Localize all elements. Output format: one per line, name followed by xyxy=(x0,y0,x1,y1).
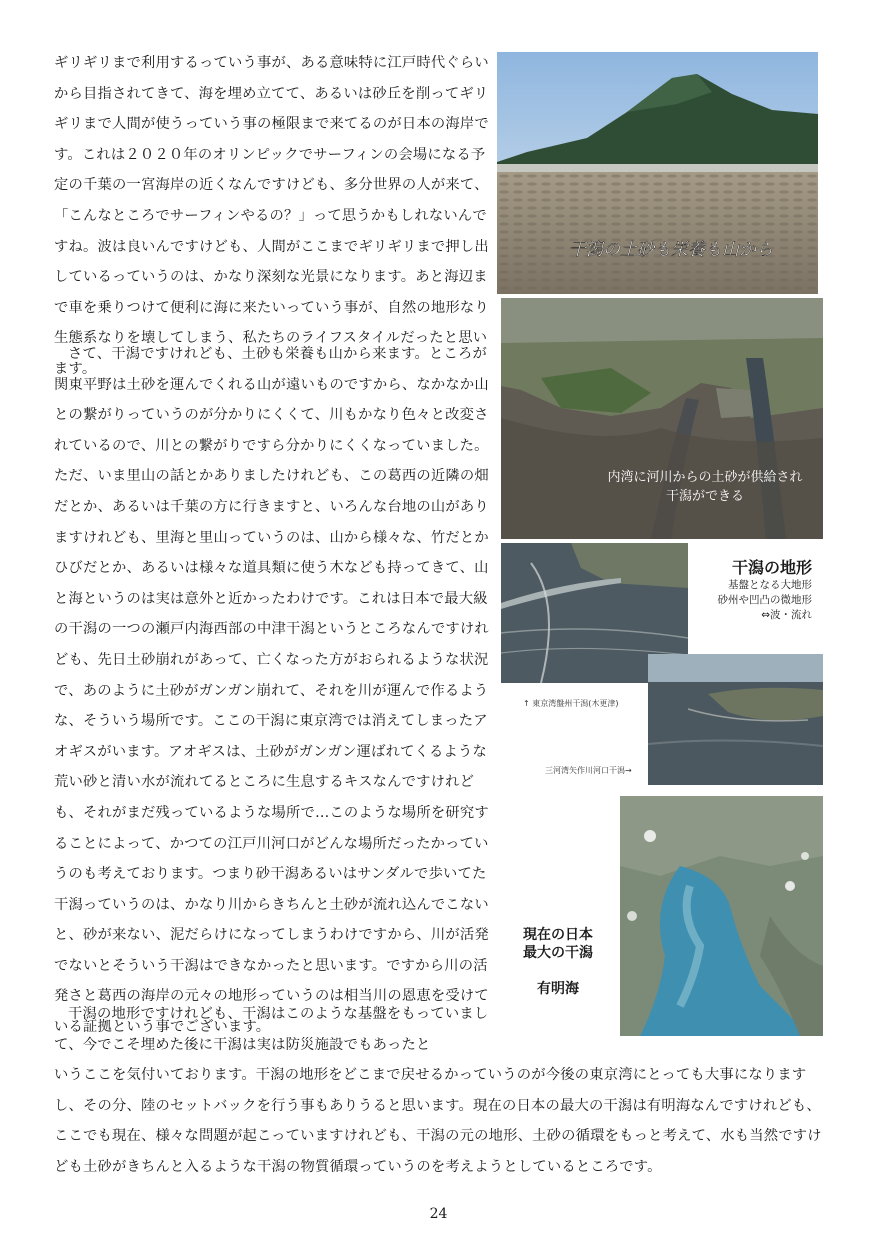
photo-mountain-tidal-flat xyxy=(497,52,818,294)
photo2-caption-line1: 内湾に河川からの土砂が供給され xyxy=(607,470,803,485)
label-yahagi: 三河湾矢作川河口干潟→ xyxy=(545,766,632,775)
photo-ariake-satellite-image xyxy=(620,796,823,1036)
photo-yahagi-river-mouth xyxy=(648,654,823,785)
ariake-caption xyxy=(508,926,608,998)
topography-title: 干潟の地形 xyxy=(731,558,812,577)
topography-line-3: ⇔波・流れ xyxy=(761,609,812,621)
ariake-caption-line-1: 現在の日本 xyxy=(523,927,593,943)
ariake-caption-line-2: 最大の干潟 xyxy=(523,945,593,961)
photo-aerial-inner-bay xyxy=(501,298,823,539)
photo-yahagi-river-mouth-image xyxy=(648,654,823,785)
body-paragraph-3-continued: いうここを気付いております。干潟の地形をどこまで戻せるかっていうのが今後の東京湾にとっても大事になりますし、その分、陸のセットバックを行う事もありうると思います。現在の日本の最大の干潟は有明海なんですけれども、ここでも現在、様々な問題が起こっていますけれども、干潟の元の地形、土砂の循環をもっと考えて、水も当然ですけども土砂がきちんと入るような干潟の物質循環っていうのを考えようとしているところです。 xyxy=(54,1067,822,1175)
photo-mountain-tidal-flat-image xyxy=(497,52,818,294)
topography-caption xyxy=(688,558,812,623)
topography-line-1: 基盤となる大地形 xyxy=(728,579,812,591)
photo2-caption-line2: 干潟ができる xyxy=(665,489,745,504)
body-paragraph-1: ギリギリまで利用するっていう事が、ある意味特に江戸時代ぐらいから目指されてきて、海を埋め立てて、あるいは砂丘を削ってギリギリまで人間が使うっていう事の極限まで来てるのが日本の海岸です。これは２０２０年のオリンピックでサーフィンの会場になる予定の千葉の一宮海岸の近くなんですけども、多分世界の人が来て、「こんなところでサーフィンやるの？」って思うかもしれないんですね。波は良いんですけども、人間がここまでギリギリまで押し出しているっていうのは、かなり深刻な光景になります。あと海辺まで車を乗りつけて便利に海に来たいっていう事が、自然の地形なり生態系なりを壊してしまう、私たちのライフスタイルだったと思います。 xyxy=(54,55,489,377)
page-number: 24 xyxy=(429,1206,448,1222)
photo-aerial-inner-bay-image xyxy=(501,298,823,539)
ariake-name: 有明海 xyxy=(537,981,579,997)
body-paragraph-3: 干潟の地形ですけれども、干潟はこのような基盤をもっていまして、今でこそ埋めた後に干潟は実は防災施設でもあったと xyxy=(54,1006,489,1053)
photo-ariake-satellite xyxy=(620,796,823,1036)
topography-line-2: 砂州や凹凸の微地形 xyxy=(717,594,812,606)
body-paragraph-2: さて、干潟ですけれども、土砂も栄養も山から来ます。ところが関東平野は土砂を運んでくれる山が遠いものですから、なかなか山との繋がりっていうのが分かりにくくて、川もかなり色々と改変されているので、川との繋がりですら分かりにくくなっていました。ただ、いま里山の話とかありましたけれども、この葛西の近隣の畑だとか、あるいは千葉の方に行きますと、いろんな台地の山がありますけれども、里海と里山っていうのは、山から様々な、竹だとかひびだとか、あるいは様々な道具類に使う木なども持ってきて、山と海というのは実は意外と近かったわけです。これは日本で最大級の干潟の一つの瀬戸内海西部の中津干潟というところなんですけれども、先日土砂崩れがあって、亡くなった方がおられるような状況で、あのように土砂がガンガン崩れて、それを川が運んで作るような、そういう場所です。ここの干潟に東京湾では消えてしまったアオギスがいます。アオギスは、土砂がガンガン運ばれてくるような荒い砂と清い水が流れてるところに生息するキスなんですけれども、それがまだ残っているような場所で…このような場所を研究することによって、かつての江戸川河口がどんな場所だったかっていうのも考えております。つまり砂干潟あるいはサンダルで歩いてた干潟っていうのは、かなり川からきちんと土砂が流れ込んでこないと、砂が来ない、泥だらけになってしまうわけですから、川が活発でないとそういう干潟はできなかったと思います。ですから川の活発さと葛西の海岸の元々の地形っていうのは相当川の恩恵を受けている証拠という事でございます。 xyxy=(54,346,489,1036)
photo1-caption: 干潟の土砂も栄養も山から xyxy=(569,240,773,260)
label-banzu: ↑ 東京湾盤州干潟(木更津) xyxy=(523,699,619,708)
